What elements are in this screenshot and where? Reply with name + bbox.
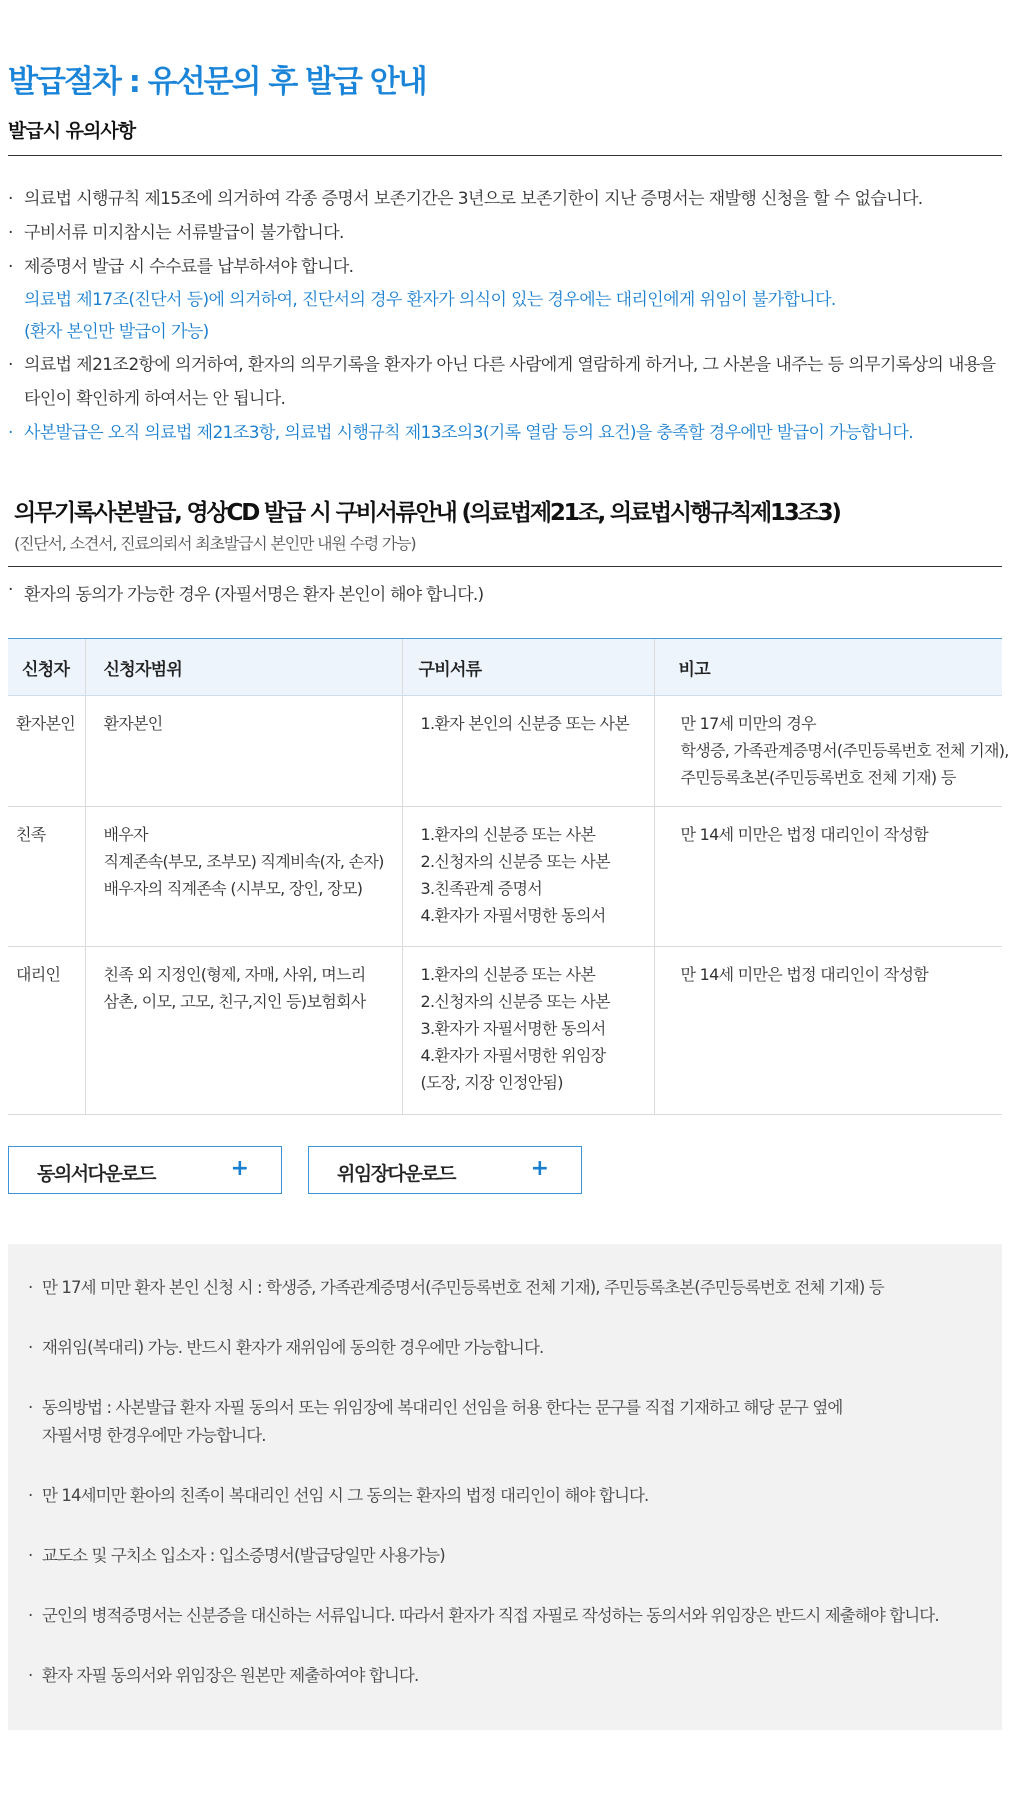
plus-icon: + — [230, 1156, 249, 1181]
table-header: 비고 — [654, 639, 1002, 696]
info-item: · 교도소 및 구치소 입소자 : 입소증명서(발급당일만 사용가능) — [28, 1542, 988, 1570]
notice-item: · 구비서류 미지참시는 서류발급이 불가합니다. — [8, 216, 1002, 250]
bullet-icon: · — [28, 1338, 33, 1357]
table-cell: 1.환자의 신분증 또는 사본 2.신청자의 신분증 또는 사본 3.환자가 자필서명한 동의서 4.환자가 자필서명한 위임장 (도장, 지장 인정안됨) — [402, 947, 654, 1115]
info-item: · 만 14세미만 환아의 친족이 복대리인 선임 시 그 동의는 환자의 법정 대리인이 해야 합니다. — [28, 1482, 988, 1510]
required-documents-table — [8, 638, 1009, 1115]
table-cell: 1.환자의 신분증 또는 사본 2.신청자의 신분증 또는 사본 3.친족관계 증명서 4.환자가 자필서명한 동의서 — [402, 807, 654, 947]
notice-item-highlight: 의료법 제17조(진단서 등)에 의거하여, 진단서의 경우 환자가 의식이 있는 경우에는 대리인에게 위임이 불가합니다. — [24, 290, 836, 310]
section-divider — [8, 155, 1002, 156]
table-cell: 환자본인 — [8, 696, 85, 807]
bullet-icon: · — [8, 257, 13, 277]
table-row — [8, 947, 1002, 1115]
info-item: · 만 17세 미만 환자 본인 신청 시 : 학생증, 가족관계증명서(주민등록번호 전체 기재), 주민등록초본(주민등록번호 전체 기재) 등 — [28, 1274, 988, 1302]
table-cell: 친족 외 지정인(형제, 자매, 사위, 며느리 삼촌, 이모, 고모, 친구,지인 등)보험회사 — [85, 947, 402, 1115]
notice-list — [8, 182, 1002, 450]
bullet-icon: · — [8, 189, 13, 209]
table-header: 구비서류 — [402, 639, 654, 696]
section-subtitle: 발급시 유의사항 — [8, 120, 136, 142]
bullet-icon: · — [28, 1398, 33, 1417]
info-item: · 재위임(복대리) 가능. 반드시 환자가 재위임에 동의한 경우에만 가능합니다. — [28, 1334, 988, 1362]
table-row — [8, 696, 1002, 807]
proxy-download-button[interactable] — [308, 1146, 582, 1194]
bullet-icon: · — [8, 223, 13, 243]
notice-item: · 의료법 제21조2항에 의거하여, 환자의 의무기록을 환자가 아닌 다른 사람에게 열람하게 하거나, 그 사본을 내주는 등 의무기록상의 내용을 타인이 확인하게 하여서는 안 됩니다. — [8, 348, 1002, 416]
info-list — [28, 1274, 988, 1722]
table-header-row — [8, 639, 1002, 696]
bullet-icon: · — [28, 1666, 33, 1685]
table-cell: 환자본인 — [85, 696, 402, 807]
table-cell: 대리인 — [8, 947, 85, 1115]
notice-item-highlight: · 사본발급은 오직 의료법 제21조3항, 의료법 시행규칙 제13조의3(기록 열람 등의 요건)을 충족할 경우에만 발급이 가능합니다. — [8, 416, 1002, 450]
section2-subtitle: (진단서, 소견서, 진료의뢰서 최초발급시 본인만 내원 수령 가능) — [14, 534, 416, 553]
notice-item: · 의료법 시행규칙 제15조에 의거하여 각종 증명서 보존기간은 3년으로 보존기한이 지난 증명서는 재발행 신청을 할 수 없습니다. — [8, 182, 1002, 216]
table-cell: 만 17세 미만의 경우 학생증, 가족관계증명서(주민등록번호 전체 기재), 주민등록초본(주민등록번호 전체 기재) 등 — [654, 696, 1002, 807]
notice-item: · 제증명서 발급 시 수수료를 납부하셔야 합니다. — [8, 250, 1002, 284]
table-cell: 친족 — [8, 807, 85, 947]
bullet-icon: · — [28, 1486, 33, 1505]
table-cell: 1.환자 본인의 신분증 또는 사본 — [402, 696, 654, 807]
info-item: · 동의방법 : 사본발급 환자 자필 동의서 또는 위임장에 복대리인 선임을 허용 한다는 문구를 직접 기재하고 해당 문구 옆에 자필서명 한경우에만 가능합니다. — [28, 1394, 988, 1450]
button-label: 위임장다운로드 — [337, 1163, 455, 1185]
bullet-icon: · — [8, 580, 13, 600]
info-item: · 군인의 병적증명서는 신분증을 대신하는 서류입니다. 따라서 환자가 직접 자필로 작성하는 동의서와 위임장은 반드시 제출해야 합니다. — [28, 1602, 988, 1630]
bullet-icon: · — [28, 1278, 33, 1297]
plus-icon: + — [530, 1156, 549, 1181]
bullet-icon: · — [8, 355, 13, 375]
button-label: 동의서다운로드 — [37, 1163, 155, 1185]
info-box — [8, 1244, 1002, 1730]
table-cell: 만 14세 미만은 법정 대리인이 작성함 — [654, 947, 1002, 1115]
section-divider — [8, 566, 1002, 567]
page-title: 발급절차 : 유선문의 후 발급 안내 — [8, 64, 426, 100]
section2-note: · 환자의 동의가 가능한 경우 (자필서명은 환자 본인이 해야 합니다.) — [8, 580, 484, 605]
bullet-icon: · — [8, 423, 13, 443]
consent-download-button[interactable] — [8, 1146, 282, 1194]
bullet-icon: · — [28, 1606, 33, 1625]
info-item: · 환자 자필 동의서와 위임장은 원본만 제출하여야 합니다. — [28, 1662, 988, 1690]
notice-item-highlight: (환자 본인만 발급이 가능) — [24, 322, 209, 342]
table-cell: 배우자 직계존속(부모, 조부모) 직계비속(자, 손자) 배우자의 직계존속 (시부모, 장인, 장모) — [85, 807, 402, 947]
bullet-icon: · — [28, 1546, 33, 1565]
table-header: 신청자 — [8, 639, 85, 696]
section2-title: 의무기록사본발급, 영상CD 발급 시 구비서류안내 (의료법제21조, 의료법시행규칙제13조3) — [14, 500, 840, 526]
table-row — [8, 807, 1002, 947]
table-cell: 만 14세 미만은 법정 대리인이 작성함 — [654, 807, 1002, 947]
table-header: 신청자범위 — [85, 639, 402, 696]
